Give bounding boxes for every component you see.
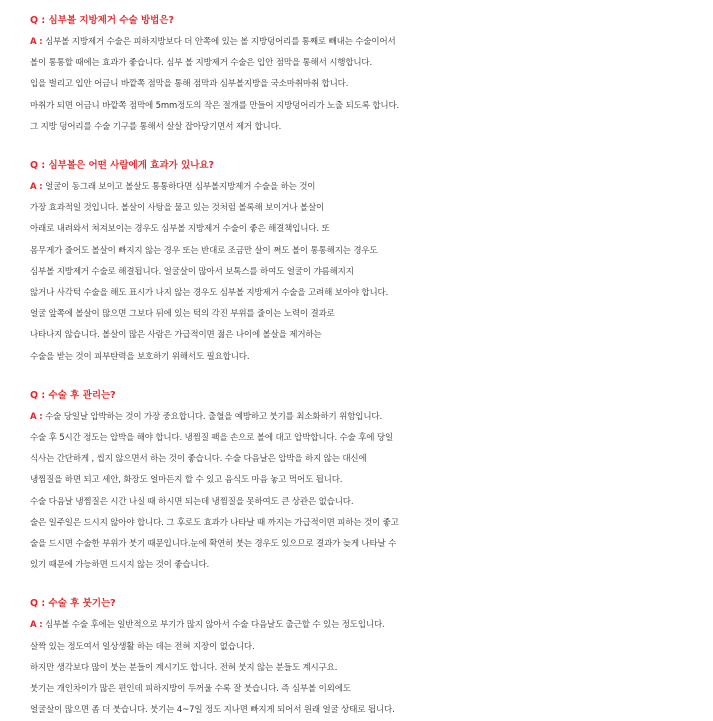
answer-prefix: A : <box>30 620 43 631</box>
answer-line: 수술 다음날 냉찜질은 시간 나실 때 하시면 되는데 냉찜질을 못하여도 큰 상관은 없습니다. <box>30 496 354 507</box>
faq-section-surgery-method <box>30 10 713 138</box>
faq-section-swelling <box>30 593 713 721</box>
answer-line: 볼이 통통할 때에는 효과가 좋습니다. 심부 볼 지방제거 수술은 입안 점막을 통해서 시행합니다. <box>30 58 373 69</box>
faq-section-aftercare <box>30 385 713 577</box>
answer-line: 얼굴 앞쪽에 볼살이 많으면 그보다 뒤에 있는 턱의 각진 부위를 줄이는 노력이 결과로 <box>30 309 335 320</box>
answer-line: 아래로 내려와서 쳐져보이는 경우도 심부볼 지방제거 수술이 좋은 해결책입니다. 또 <box>30 224 330 235</box>
answer-line: 술을 드시면 수술한 부위가 붓기 때문입니다.눈에 확연히 붓는 경우도 있으므로 결과가 늦게 나타날 수 <box>30 539 397 550</box>
question-heading: Q : 심부볼은 어떤 사람에게 효과가 있나요? <box>30 160 215 172</box>
answer-line: 몸무게가 줄어도 볼살이 빠지지 않는 경우 또는 반대로 조금만 살이 쪄도 볼이 통통해지는 경우도 <box>30 245 378 256</box>
answer-line: 입을 벌리고 입안 어금니 바깥쪽 점막을 통해 점막과 심부볼지방을 국소마취마취 합니다. <box>30 79 349 90</box>
answer-line: 그 지방 덩어리를 수술 기구를 통해서 살살 잡아당기면서 제거 합니다. <box>30 121 282 132</box>
answer-line: 마취가 되면 어금니 바깥쪽 점막에 5mm정도의 작은 절개를 만들어 지방덩어리가 노출 되도록 합니다. <box>30 100 400 111</box>
question-heading: Q : 심부볼 지방제거 수술 방법은? <box>30 15 175 26</box>
answer-line: 붓기는 개인차이가 많은 편인데 피하지방이 두꺼울 수록 잘 붓습니다. 즉 심부볼 이외에도 <box>30 684 351 695</box>
question-heading: Q : 수술 후 관리는? <box>30 389 116 401</box>
answer-text: 심부볼 수술 후에는 일반적으로 부기가 많지 않아서 수술 다음날도 출근할 수 있는 정도입니다. <box>45 620 385 631</box>
answer-line: 있기 때문에 가능하면 드시지 않는 것이 좋습니다. <box>30 560 210 571</box>
faq-section-effective-for <box>30 155 713 368</box>
answer-line <box>30 32 713 53</box>
answer-line: 않거나 사각턱 수술을 해도 표시가 나지 않는 경우도 심부볼 지방제거 수술을 고려해 보아야 합니다. <box>30 288 389 299</box>
answer-text: 수술 당일날 압박하는 것이 가장 중요합니다. 출혈을 예방하고 붓기를 최소화하기 위함입니다. <box>45 411 383 422</box>
answer-text: 얼굴이 동그래 보이고 볼살도 통통하다면 심부볼지방제거 수술을 하는 것이 <box>45 182 316 193</box>
answer-line <box>30 615 713 636</box>
answer-line: 얼굴살이 많으면 좀 더 붓습니다. 붓기는 4~7일 정도 지나면 빠지게 되어서 원래 얼굴 상태로 됩니다. <box>30 705 395 716</box>
answer-line: 냉찜질을 하면 되고 세안, 화장도 얼마든지 할 수 있고 음식도 마음 놓고 먹어도 됩니다. <box>30 475 343 486</box>
answer-line <box>30 407 713 428</box>
answer-line: 살짝 있는 정도여서 일상생활 하는 데는 전혀 지장이 없습니다. <box>30 641 255 652</box>
answer-prefix: A : <box>30 182 43 193</box>
answer-line: 나타나지 않습니다. 볼살이 많은 사람은 가급적이면 젊은 나이에 볼살을 제거하는 <box>30 330 322 341</box>
answer-line: 가장 효과적일 것입니다. 볼살이 사탕을 물고 있는 것처럼 볼록해 보이거나 볼살이 <box>30 203 325 214</box>
question-heading: Q : 수술 후 붓기는? <box>30 598 116 610</box>
answer-line: 수술을 받는 것이 피부탄력을 보호하기 위해서도 필요합니다. <box>30 351 250 362</box>
answer-line <box>30 177 713 198</box>
answer-line: 술은 일주일은 드시지 않아야 합니다. 그 후로도 효과가 나타날 때 까지는 가급적이면 피하는 것이 좋고 <box>30 517 399 528</box>
answer-prefix: A : <box>30 411 43 422</box>
answer-line: 하지만 생각보다 많이 붓는 분들이 계시기도 합니다. 전혀 붓지 않는 분들도 계시구요. <box>30 662 338 673</box>
answer-prefix: A : <box>30 37 43 47</box>
answer-line: 심부볼 지방제거 수술로 해결됩니다. 얼굴살이 많아서 보톡스를 하여도 얼굴이 갸름해지지 <box>30 266 354 277</box>
answer-line: 수술 후 5시간 정도는 압박을 해야 합니다. 냉찜질 팩을 손으로 볼에 대고 압박합니다. 수술 후에 당일 <box>30 433 394 444</box>
answer-line: 식사는 간단하게 , 씹지 않으면서 하는 것이 좋습니다. 수술 다음날은 압박을 하지 않는 대신에 <box>30 454 367 465</box>
answer-text: 심부볼 지방제거 수술은 피하지방보다 더 안쪽에 있는 볼 지방덩어리를 통째로 빼내는 수술이어서 <box>45 37 396 47</box>
